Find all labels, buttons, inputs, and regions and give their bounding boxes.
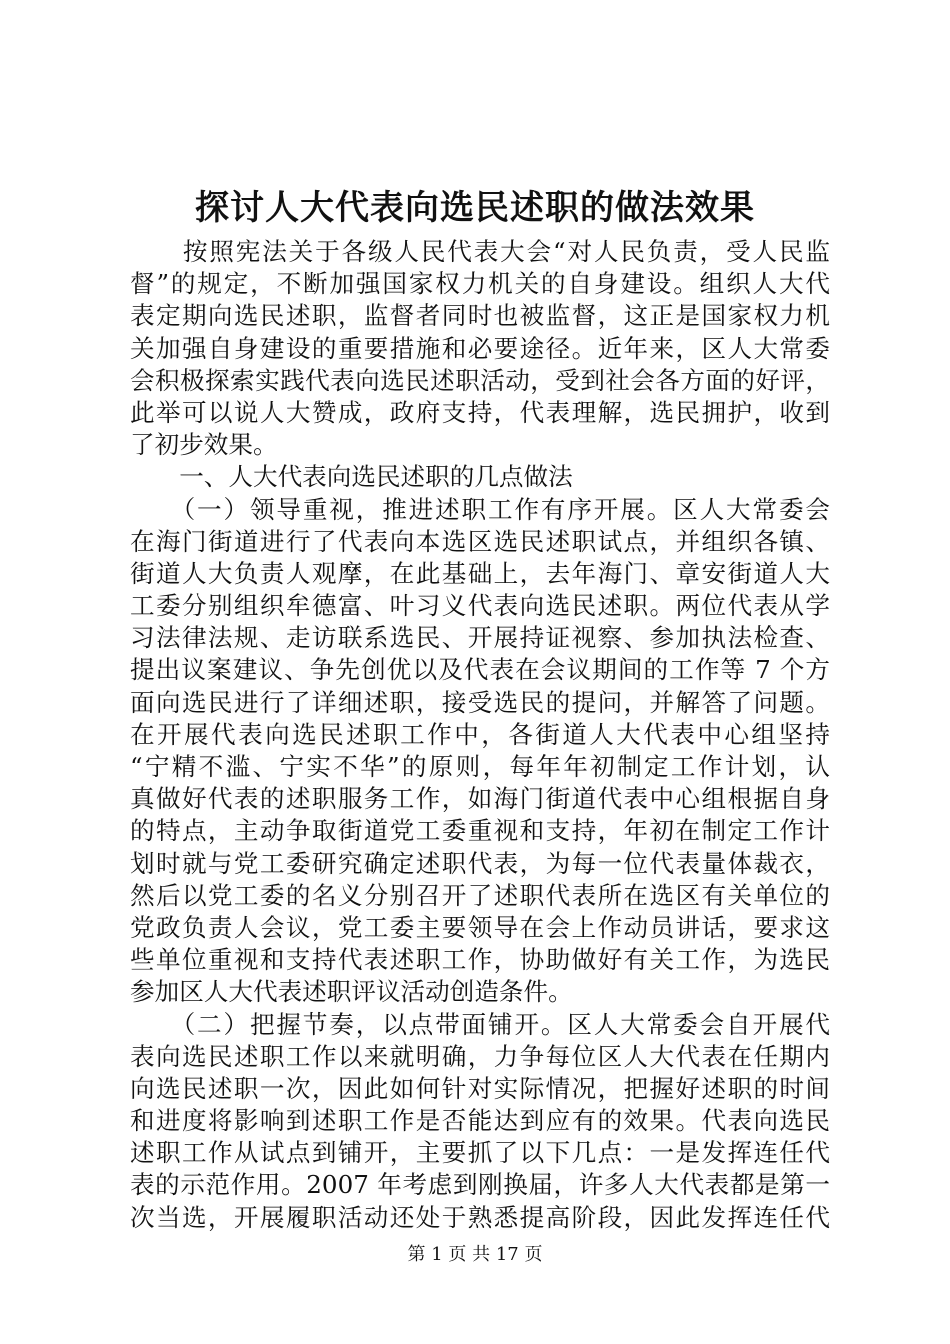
text-line: 些单位重视和支持代表述职工作，协助做好有关工作，为选民 bbox=[130, 945, 830, 975]
page-footer: 第 1 页 共 17 页 bbox=[407, 1244, 543, 1265]
text-line: 街道人大负责人观摩，在此基础上，去年海门、章安街道人大 bbox=[130, 558, 830, 588]
text-line: 提出议案建议、争先创优以及代表在会议期间的工作等 7 个方 bbox=[130, 655, 830, 685]
text-line: 述职工作从试点到铺开，主要抓了以下几点：一是发挥连任代 bbox=[130, 1138, 830, 1168]
text-line: 面向选民进行了详细述职，接受选民的提问，并解答了问题。 bbox=[130, 687, 830, 717]
text-line: 然后以党工委的名义分别召开了述职代表所在选区有关单位的 bbox=[130, 880, 830, 910]
text-line: 和进度将影响到述职工作是否能达到应有的效果。代表向选民 bbox=[130, 1106, 830, 1136]
section-heading: 一、人大代表向选民述职的几点做法 bbox=[130, 462, 573, 492]
text-line: 表定期向选民述职，监督者同时也被监督，这正是国家权力机 bbox=[130, 301, 830, 331]
text-line: 党政负责人会议，党工委主要领导在会上作动员讲话，要求这 bbox=[130, 912, 830, 942]
text-line: 在开展代表向选民述职工作中，各街道人大代表中心组坚持 bbox=[130, 719, 830, 749]
text-line: 会积极探索实践代表向选民述职活动，受到社会各方面的好评， bbox=[130, 365, 830, 395]
text-line: 的特点，主动争取街道党工委重视和支持，年初在制定工作计 bbox=[130, 816, 830, 846]
text-line: 督”的规定，不断加强国家权力机关的自身建设。组织人大代 bbox=[130, 269, 830, 299]
document-body bbox=[130, 236, 830, 1234]
text-line: 划时就与党工委研究确定述职代表，为每一位代表量体裁衣， bbox=[130, 848, 830, 878]
text-line: 在海门街道进行了代表向本选区选民述职试点，并组织各镇、 bbox=[130, 526, 830, 556]
text-line: 习法律法规、走访联系选民、开展持证视察、参加执法检查、 bbox=[130, 623, 830, 653]
text-line: 真做好代表的述职服务工作，如海门街道代表中心组根据自身 bbox=[130, 784, 830, 814]
text-line: 此举可以说人大赞成，政府支持，代表理解，选民拥护，收到 bbox=[130, 397, 830, 427]
text-line: 表向选民述职工作以来就明确，力争每位区人大代表在任期内 bbox=[130, 1041, 830, 1071]
document-title: 探讨人大代表向选民述职的做法效果 bbox=[195, 188, 755, 228]
text-line: 向选民述职一次，因此如何针对实际情况，把握好述职的时间 bbox=[130, 1073, 830, 1103]
text-line: 工委分别组织牟德富、叶习义代表向选民述职。两位代表从学 bbox=[130, 591, 830, 621]
text-line: 关加强自身建设的重要措施和必要途径。近年来，区人大常委 bbox=[130, 333, 830, 363]
text-line: 表的示范作用。2007 年考虑到刚换届，许多人大代表都是第一 bbox=[130, 1170, 830, 1200]
text-line: （二）把握节奏，以点带面铺开。区人大常委会自开展代 bbox=[130, 1009, 830, 1039]
text-line: 按照宪法关于各级人民代表大会“对人民负责，受人民监 bbox=[130, 237, 830, 266]
text-line: 了初步效果。 bbox=[130, 430, 278, 460]
text-line: 参加区人大代表述职评议活动创造条件。 bbox=[130, 977, 573, 1007]
text-line: （一）领导重视，推进述职工作有序开展。区人大常委会 bbox=[130, 494, 830, 524]
text-line: 次当选，开展履职活动还处于熟悉提高阶段，因此发挥连任代 bbox=[130, 1202, 830, 1232]
text-line: “宁精不滥、宁实不华”的原则，每年年初制定工作计划，认 bbox=[130, 752, 830, 781]
